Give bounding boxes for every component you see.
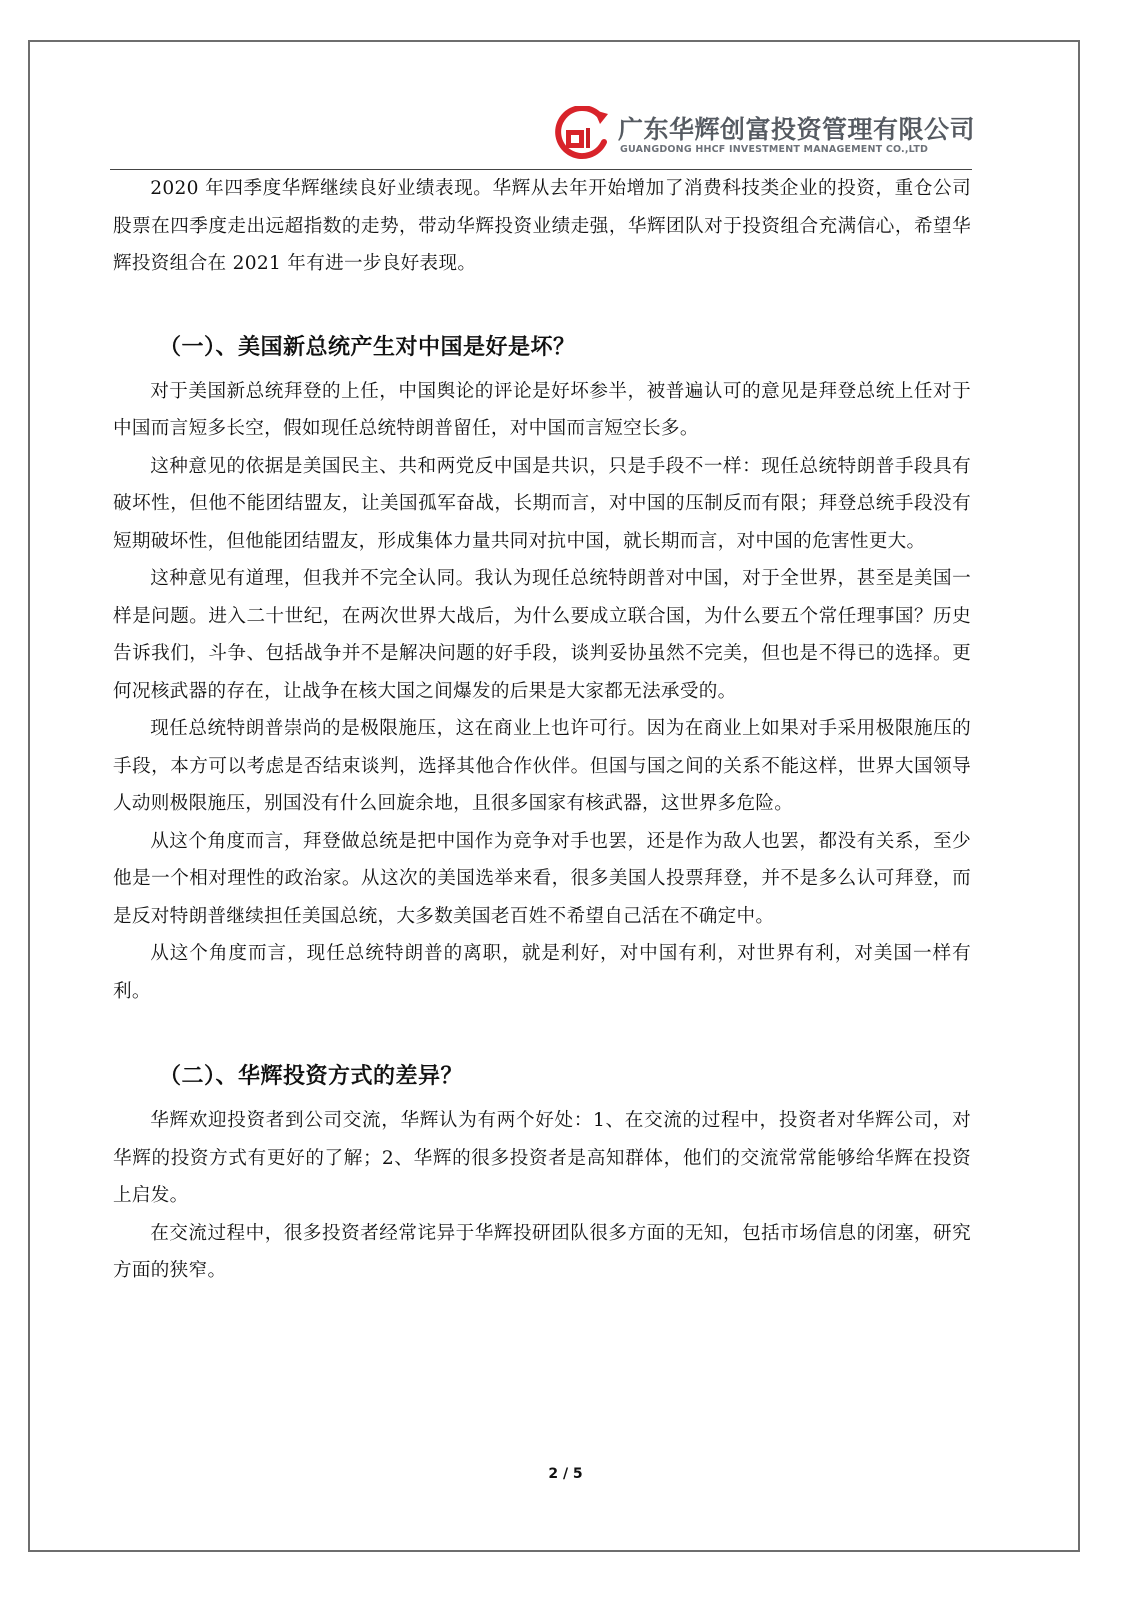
section-1-paragraph: 这种意见有道理，但我并不完全认同。我认为现任总统特朗普对中国，对于全世界，甚至是美国一样是问题。进入二十世纪，在两次世界大战后，为什么要成立联合国，为什么要五个常任理事国？历史告诉我们，斗争、包括战争并不是解决问题的好手段，谈判妥协虽然不完美，但也是不得已的选择。更何况核武器的存在，让战争在核大国之间爆发的后果是大家都无法承受的。 bbox=[113, 568, 971, 702]
document-body bbox=[113, 170, 971, 1290]
spacer bbox=[113, 283, 971, 327]
letterhead bbox=[110, 100, 976, 168]
company-name-en: GUANGDONG HHCF INVESTMENT MANAGEMENT CO.,LTD bbox=[620, 144, 929, 155]
section-1-paragraph: 从这个角度而言，现任总统特朗普的离职，就是利好，对中国有利，对世界有利，对美国一样有利。 bbox=[113, 943, 971, 1002]
section-2-title: （二）、华辉投资方式的差异？ bbox=[159, 1063, 464, 1089]
section-2-paragraph: 华辉欢迎投资者到公司交流，华辉认为有两个好处：1、在交流的过程中，投资者对华辉公司，对华辉的投资方式有更好的了解；2、华辉的很多投资者是高知群体，他们的交流常常能够给华辉在投资上启发。 bbox=[113, 1110, 971, 1206]
section-1-paragraph: 这种意见的依据是美国民主、共和两党反中国是共识，只是手段不一样：现任总统特朗普手段具有破坏性，但他不能团结盟友，让美国孤军奋战，长期而言，对中国的压制反而有限；拜登总统手段没有短期破坏性，但他能团结盟友，形成集体力量共同对抗中国，就长期而言，对中国的危害性更大。 bbox=[113, 455, 971, 552]
page-number: 2 / 5 bbox=[548, 1466, 583, 1482]
section-1-title: （一）、美国新总统产生对中国是好是坏？ bbox=[159, 333, 576, 360]
section-2-paragraph: 在交流过程中，很多投资者经常诧异于华辉投研团队很多方面的无知，包括市场信息的闭塞，研究方面的狭窄。 bbox=[113, 1222, 971, 1281]
company-name-cn: 广东华辉创富投资管理有限公司 bbox=[618, 115, 976, 144]
hhcf-logo-icon bbox=[550, 106, 612, 164]
intro-paragraph: 2020 年四季度华辉继续良好业绩表现。华辉从去年开始增加了消费科技类企业的投资，重仓公司股票在四季度走出远超指数的走势，带动华辉投资业绩走强，华辉团队对于投资组合充满信心，希望华辉投资组合在 2021 年有进一步良好表现。 bbox=[113, 178, 971, 274]
spacer bbox=[113, 1010, 971, 1056]
section-1-paragraph: 从这个角度而言，拜登做总统是把中国作为竞争对手也罢，还是作为敌人也罢，都没有关系，至少他是一个相对理性的政治家。从这次的美国选举来看，很多美国人投票拜登，并不是多么认可拜登，而是反对特朗普继续担任美国总统，大多数美国老百姓不希望自己活在不确定中。 bbox=[113, 830, 971, 927]
section-1-paragraph: 对于美国新总统拜登的上任，中国舆论的评论是好坏参半，被普遍认可的意见是拜登总统上任对于中国而言短多长空，假如现任总统特朗普留任，对中国而言短空长多。 bbox=[113, 380, 971, 439]
section-1-paragraph: 现任总统特朗普崇尚的是极限施压，这在商业上也许可行。因为在商业上如果对手采用极限施压的手段，本方可以考虑是否结束谈判，选择其他合作伙伴。但国与国之间的关系不能这样，世界大国领导人动则极限施压，别国没有什么回旋余地，且很多国家有核武器，这世界多危险。 bbox=[113, 718, 971, 814]
